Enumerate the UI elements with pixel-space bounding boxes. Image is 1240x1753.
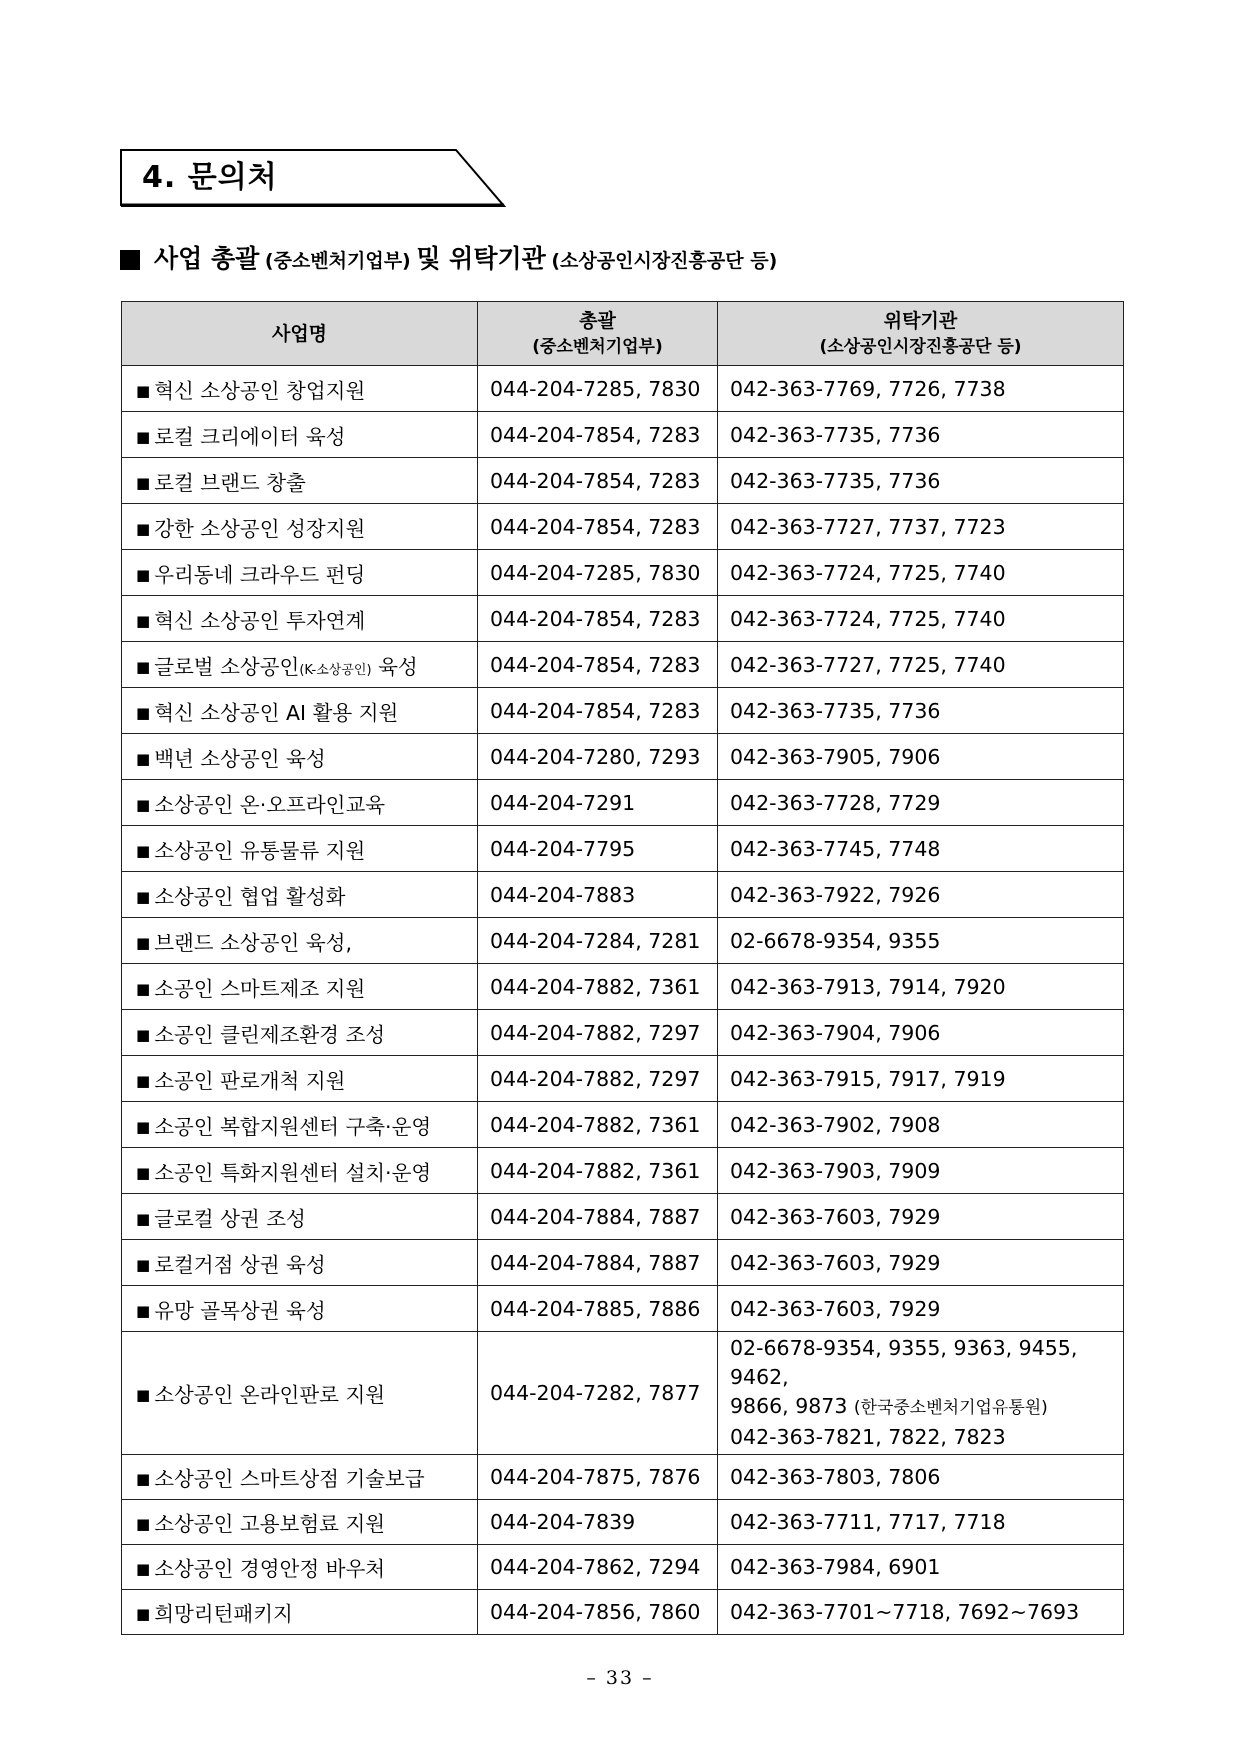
business-name-cell: ■ 브랜드 소상공인 육성, (122, 918, 478, 964)
square-bullet-icon: ■ (136, 749, 151, 768)
business-name-cell: ■ 혁신 소상공인 창업지원 (122, 366, 478, 412)
general-phone-cell: 044-204-7882, 7361 (478, 964, 718, 1010)
table-row (122, 1010, 1124, 1056)
agency-name-note: (한국중소벤처기업유통원) (853, 1398, 1048, 1418)
table-header-row (122, 302, 1124, 366)
table-row (122, 550, 1124, 596)
agency-phone-cell: 042-363-7922, 7926 (718, 872, 1124, 918)
general-phone-cell: 044-204-7854, 7283 (478, 642, 718, 688)
agency-phone-cell: 042-363-7603, 7929 (718, 1194, 1124, 1240)
agency-phone-cell: 042-363-7735, 7736 (718, 688, 1124, 734)
agency-phone-cell: 042-363-7727, 7737, 7723 (718, 504, 1124, 550)
business-name-cell: ■ 글로벌 소상공인(K-소상공인) 육성 (122, 642, 478, 688)
square-bullet-icon: ■ (136, 565, 151, 584)
business-name-cell: ■ 소상공인 협업 활성화 (122, 872, 478, 918)
business-name-cell: ■ 소공인 클린제조환경 조성 (122, 1010, 478, 1056)
square-bullet-icon: ■ (136, 1386, 151, 1404)
general-phone-cell: 044-204-7839 (478, 1500, 718, 1545)
business-name-cell: ■ 로컬 크리에이터 육성 (122, 412, 478, 458)
business-name-cell: ■ 소공인 복합지원센터 구축·운영 (122, 1102, 478, 1148)
subtitle-part-2: (중소벤처기업부) (264, 250, 411, 272)
square-bullet-icon: ■ (136, 427, 151, 446)
square-bullet-icon: ■ (136, 887, 151, 906)
agency-phone-cell: 042-363-7727, 7725, 7740 (718, 642, 1124, 688)
business-name-cell: ■ 소상공인 경영안정 바우처 (122, 1545, 478, 1590)
square-bullet-icon: ■ (136, 473, 151, 492)
square-bullet-icon: ■ (136, 703, 151, 722)
general-phone-cell: 044-204-7882, 7297 (478, 1010, 718, 1056)
general-phone-cell: 044-204-7291 (478, 780, 718, 826)
square-bullet-icon: ■ (136, 1255, 151, 1274)
business-name-cell: ■ 로컬 브랜드 창출 (122, 458, 478, 504)
business-name-cell: ■ 글로컬 상권 조성 (122, 1194, 478, 1240)
general-phone-cell: 044-204-7284, 7281 (478, 918, 718, 964)
table-row (122, 504, 1124, 550)
subtitle-part-3: 및 위탁기관 (416, 244, 546, 273)
square-bullet-icon: ■ (136, 1071, 151, 1090)
business-name-cell: ■ 소상공인 유통물류 지원 (122, 826, 478, 872)
table-row (122, 688, 1124, 734)
table-row (122, 780, 1124, 826)
agency-phone-cell: 042-363-7913, 7914, 7920 (718, 964, 1124, 1010)
agency-phone-cell: 042-363-7735, 7736 (718, 458, 1124, 504)
business-name-cell: ■ 우리동네 크라우드 펀딩 (122, 550, 478, 596)
header-general: 총괄 (중소벤처기업부) (478, 302, 718, 366)
business-name-cell: ■ 혁신 소상공인 AI 활용 지원 (122, 688, 478, 734)
square-bullet-icon: ■ (136, 1560, 151, 1578)
general-phone-cell: 044-204-7854, 7283 (478, 688, 718, 734)
business-name-cell: ■ 소상공인 고용보험료 지원 (122, 1500, 478, 1545)
table-row (122, 964, 1124, 1010)
table-row (122, 1240, 1124, 1286)
agency-phone-cell: 042-363-7711, 7717, 7718 (718, 1500, 1124, 1545)
table-row (122, 1545, 1124, 1590)
agency-phone-cell: 042-363-7905, 7906 (718, 734, 1124, 780)
table-row (122, 872, 1124, 918)
table-row (122, 366, 1124, 412)
square-bullet-icon: ■ (136, 1163, 151, 1182)
general-phone-cell: 044-204-7854, 7283 (478, 504, 718, 550)
table-row (122, 734, 1124, 780)
section-heading (120, 149, 506, 207)
table-row (122, 826, 1124, 872)
table-row (122, 1102, 1124, 1148)
general-phone-cell: 044-204-7862, 7294 (478, 1545, 718, 1590)
square-bullet-icon: ■ (136, 381, 151, 400)
agency-phone-cell: 02-6678-9354, 9355 (718, 918, 1124, 964)
table-row (122, 1056, 1124, 1102)
square-bullet-icon: ■ (136, 519, 151, 538)
agency-phone-line: 9866, 9873 (한국중소벤처기업유통원) (730, 1394, 1048, 1418)
business-name-note: (K-소상공인) (299, 662, 372, 678)
table-row (122, 1148, 1124, 1194)
business-name-cell: ■ 백년 소상공인 육성 (122, 734, 478, 780)
square-bullet-icon: ■ (136, 933, 151, 952)
table-row (122, 596, 1124, 642)
agency-phone-cell: 042-363-7904, 7906 (718, 1010, 1124, 1056)
table-row (122, 1455, 1124, 1500)
general-phone-cell: 044-204-7280, 7293 (478, 734, 718, 780)
agency-phone-cell: 042-363-7728, 7729 (718, 780, 1124, 826)
general-phone-cell: 044-204-7882, 7361 (478, 1148, 718, 1194)
agency-phone-cell: 042-363-7903, 7909 (718, 1148, 1124, 1194)
general-phone-cell: 044-204-7282, 7877 (478, 1332, 718, 1455)
page-number: – 33 – (586, 1667, 654, 1689)
agency-phone-cell: 042-363-7701~7718, 7692~7693 (718, 1590, 1124, 1635)
square-bullet-icon: ■ (136, 979, 151, 998)
agency-phone-cell: 042-363-7902, 7908 (718, 1102, 1124, 1148)
agency-phone-cell: 042-363-7915, 7917, 7919 (718, 1056, 1124, 1102)
square-bullet-icon: ■ (136, 1605, 151, 1623)
business-name-cell: ■ 소상공인 스마트상점 기술보급 (122, 1455, 478, 1500)
agency-phone-line: 042-363-7821, 7822, 7823 (730, 1425, 1006, 1449)
agency-phone-cell: 042-363-7735, 7736 (718, 412, 1124, 458)
header-business-name: 사업명 (122, 302, 478, 366)
general-phone-cell: 044-204-7884, 7887 (478, 1240, 718, 1286)
table-row (122, 642, 1124, 688)
agency-phone-cell: 042-363-7724, 7725, 7740 (718, 596, 1124, 642)
agency-phone-cell: 042-363-7769, 7726, 7738 (718, 366, 1124, 412)
square-bullet-icon: ■ (136, 1515, 151, 1533)
table-row (122, 1332, 1124, 1455)
business-name-cell: ■ 소공인 판로개척 지원 (122, 1056, 478, 1102)
table-subtitle (120, 237, 777, 281)
general-phone-cell: 044-204-7854, 7283 (478, 412, 718, 458)
business-name-cell: ■ 소상공인 온라인판로 지원 (122, 1332, 478, 1455)
business-name-cell: ■ 소공인 특화지원센터 설치·운영 (122, 1148, 478, 1194)
business-name-cell: ■ 희망리턴패키지 (122, 1590, 478, 1635)
agency-phone-cell: 042-363-7724, 7725, 7740 (718, 550, 1124, 596)
business-name-cell: ■ 유망 골목상권 육성 (122, 1286, 478, 1332)
general-phone-cell: 044-204-7854, 7283 (478, 458, 718, 504)
square-bullet-icon: ■ (136, 1209, 151, 1228)
section-title: 4. 문의처 (142, 160, 278, 195)
general-phone-cell: 044-204-7884, 7887 (478, 1194, 718, 1240)
square-bullet-icon: ■ (136, 795, 151, 814)
business-name-cell: ■ 강한 소상공인 성장지원 (122, 504, 478, 550)
table-row (122, 1194, 1124, 1240)
general-phone-cell: 044-204-7285, 7830 (478, 366, 718, 412)
business-name-cell: ■ 소상공인 온·오프라인교육 (122, 780, 478, 826)
agency-phone-cell: 042-363-7803, 7806 (718, 1455, 1124, 1500)
general-phone-cell: 044-204-7875, 7876 (478, 1455, 718, 1500)
square-bullet-icon (120, 250, 140, 270)
square-bullet-icon: ■ (136, 657, 151, 676)
contacts-table (121, 301, 1124, 1635)
agency-phone-line: 02-6678-9354, 9355, 9363, 9455, 9462, (730, 1336, 1078, 1389)
agency-phone-cell: 042-363-7745, 7748 (718, 826, 1124, 872)
table-row (122, 1286, 1124, 1332)
agency-phone-cell (718, 1332, 1124, 1455)
general-phone-cell: 044-204-7285, 7830 (478, 550, 718, 596)
table-row (122, 412, 1124, 458)
general-phone-cell: 044-204-7883 (478, 872, 718, 918)
general-phone-cell: 044-204-7854, 7283 (478, 596, 718, 642)
general-phone-cell: 044-204-7795 (478, 826, 718, 872)
square-bullet-icon: ■ (136, 1025, 151, 1044)
general-phone-cell: 044-204-7882, 7361 (478, 1102, 718, 1148)
general-phone-cell: 044-204-7882, 7297 (478, 1056, 718, 1102)
agency-phone-cell: 042-363-7603, 7929 (718, 1286, 1124, 1332)
table-row (122, 458, 1124, 504)
square-bullet-icon: ■ (136, 841, 151, 860)
subtitle-part-1: 사업 총괄 (154, 244, 260, 273)
agency-phone-cell: 042-363-7984, 6901 (718, 1545, 1124, 1590)
table-row (122, 1500, 1124, 1545)
square-bullet-icon: ■ (136, 1301, 151, 1320)
general-phone-cell: 044-204-7856, 7860 (478, 1590, 718, 1635)
square-bullet-icon: ■ (136, 1470, 151, 1488)
header-agency: 위탁기관 (소상공인시장진흥공단 등) (718, 302, 1124, 366)
square-bullet-icon: ■ (136, 1117, 151, 1136)
business-name-cell: ■ 로컬거점 상권 육성 (122, 1240, 478, 1286)
subtitle-part-4: (소상공인시장진흥공단 등) (551, 250, 778, 272)
table-row (122, 918, 1124, 964)
general-phone-cell: 044-204-7885, 7886 (478, 1286, 718, 1332)
business-name-cell: ■ 혁신 소상공인 투자연계 (122, 596, 478, 642)
table-row (122, 1590, 1124, 1635)
square-bullet-icon: ■ (136, 611, 151, 630)
agency-phone-cell: 042-363-7603, 7929 (718, 1240, 1124, 1286)
business-name-cell: ■ 소공인 스마트제조 지원 (122, 964, 478, 1010)
